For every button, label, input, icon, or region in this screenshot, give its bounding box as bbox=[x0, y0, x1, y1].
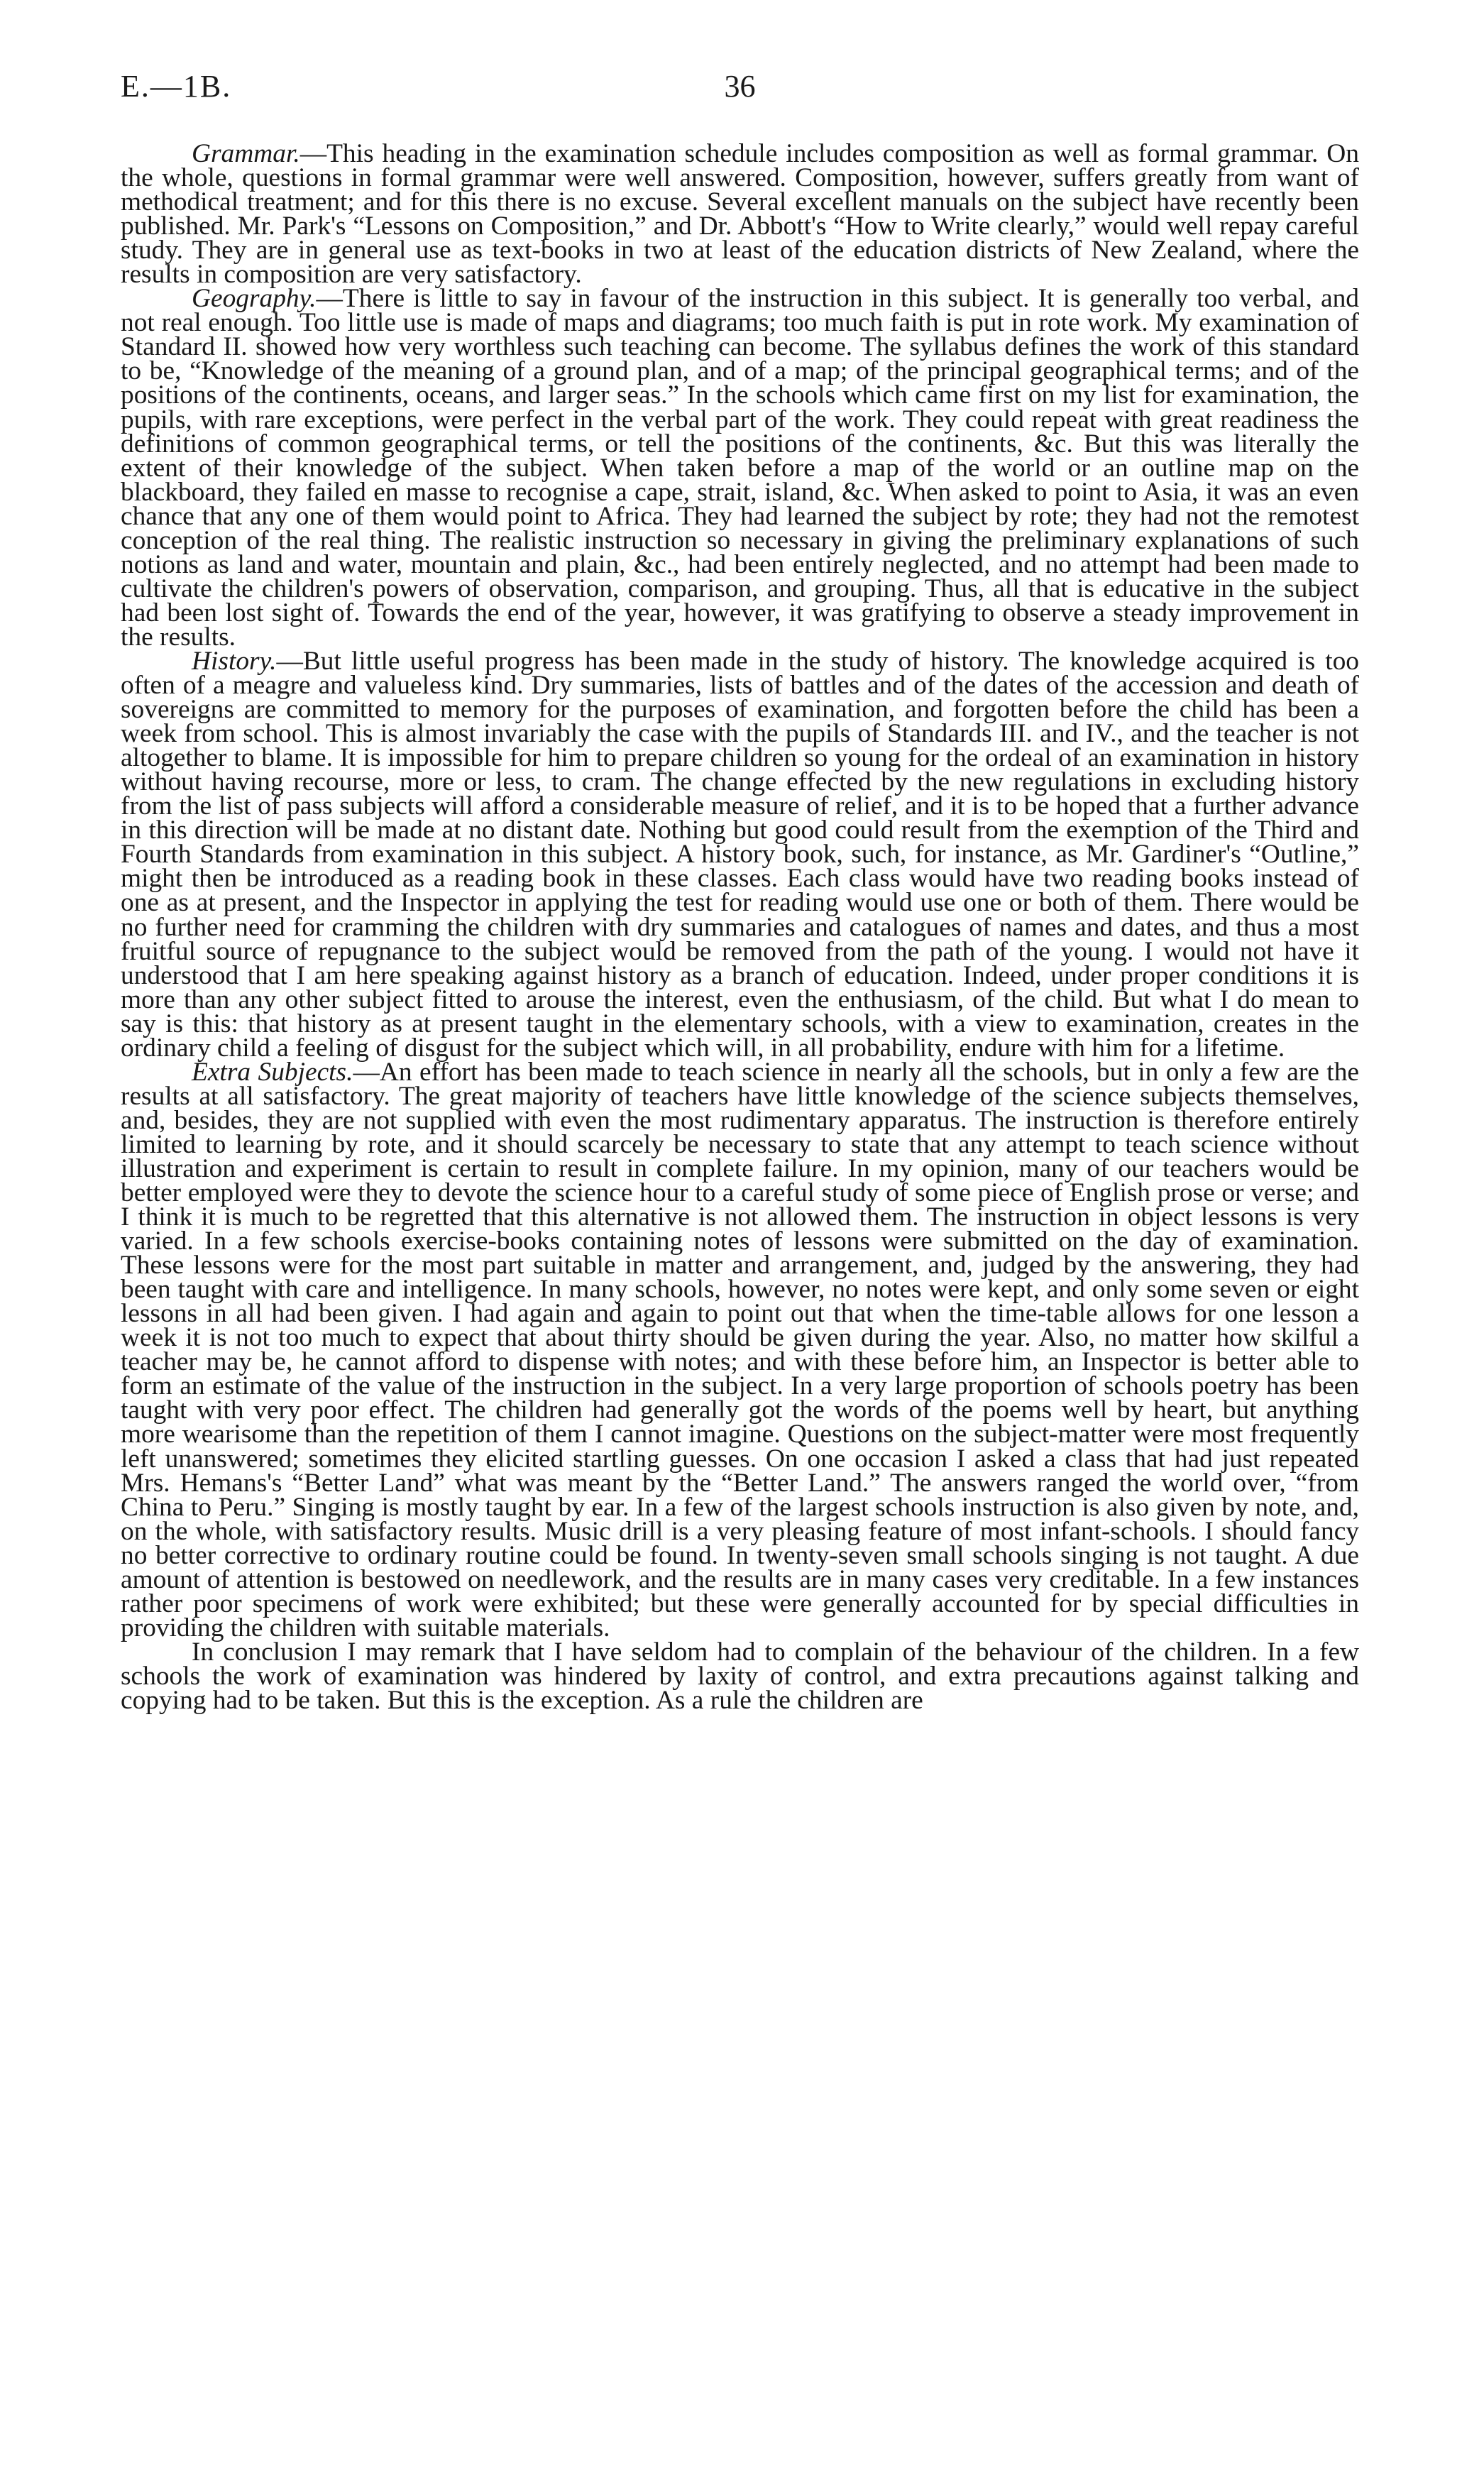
heading-history: History. bbox=[192, 646, 277, 676]
paragraph-geography bbox=[121, 284, 1359, 652]
text-grammar: —This heading in the examination schedule includes composition as well as formal grammar. On the whole, questions in formal grammar were well answered. Composition, however, suffers greatly from want of methodical treatment; and for this there is no excuse. Several excellent manuals on the subject have recently been published. Mr. Park's “Lessons on Composition,” and Dr. Abbott's “How to Write clearly,” would well repay careful study. They are in general use as text-books in two at least of the education districts of New Zealand, where the results in composition are very satisfactory. bbox=[121, 139, 1359, 290]
running-head bbox=[121, 68, 1359, 118]
text-conclusion: In conclusion I may remark that I have seldom had to complain of the behaviour of the children. In a few schools the work of examination was hindered by laxity of control, and extra precautions against talking and copying had to be taken. But this is the exception. As a rule the children are bbox=[121, 1637, 1359, 1715]
document-page bbox=[121, 68, 1359, 1713]
text-history: —But little useful progress has been made in the study of history. The knowledge acquired is too often of a meagre and valueless kind. Dry summaries, lists of battles and of the dates of the accession and death of sovereigns are committed to memory for the purposes of examination, and forgotten before the child has been a week from school. This is almost invariably the case with the pupils of Standards III. and IV., and the teacher is not altogether to blame. It is impossible for him to prepare children so young for the ordeal of an examination in history without having recourse, more or less, to cram. The change effected by the new regulations in excluding history from the list of pass subjects will afford a considerable measure of relief, and it is to be hoped that a further advance in this direction will be made at no distant date. Nothing but good could result from the exemption of the Third and Fourth Standards from examination in this subject. A history book, such, for instance, as Mr. Gardiner's “Outline,” might then be introduced as a reading book in these classes. Each class would have two reading books instead of one as at present, and the Inspector in applying the test for reading would use one or both of them. There would be no further need for cramming the children with dry summaries and catalogues of names and dates, and thus a most fruitful source of repugnance to the subject would be removed from the path of the young. I would not have it understood that I am here speaking against history as a branch of education. Indeed, under proper conditions it is more than any other subject fitted to arouse the interest, even the enthusiasm, of the child. But what I do mean to say is this: that history as at present taught in the elementary schools, with a view to examination, creates in the ordinary child a feeling of disgust for the subject which will, in all probability, endure with him for a lifetime. bbox=[121, 646, 1359, 1063]
paragraph-grammar bbox=[121, 139, 1359, 290]
document-reference: E.—1B. bbox=[121, 69, 232, 104]
paragraph-conclusion bbox=[121, 1637, 1359, 1715]
paragraph-extra-subjects bbox=[121, 1057, 1359, 1642]
text-geography: —There is little to say in favour of the instruction in this subject. It is generally too verbal, and not real enough. Too little use is made of maps and diagrams; too much faith is put in rote work. My examination of Standard II. showed how very worthless such teaching can become. The syllabus defines the work of this standard to be, “Knowledge of the meaning of a ground plan, and of a map; of the principal geographical terms; and of the positions of the continents, oceans, and larger seas.” In the schools which came first on my list for examination, the pupils, with rare exceptions, were perfect in the verbal part of the work. They could repeat with great readiness the definitions of common geographical terms, or tell the positions of the continents, &c. But this was literally the extent of their knowledge of the subject. When taken before a map of the world or an outline map on the blackboard, they failed en masse to recognise a cape, strait, island, &c. When asked to point to Asia, it was an even chance that any one of them would point to Africa. They had learned the subject by rote; they had not the remotest conception of the real thing. The realistic instruction so necessary in giving the preliminary explanations of such notions as land and water, mountain and plain, &c., had been entirely neglected, and no attempt had been made to cultivate the children's powers of observation, comparison, and grouping. Thus, all that is educative in the subject had been lost sight of. Towards the end of the year, however, it was gratifying to observe a steady improvement in the results. bbox=[121, 284, 1359, 652]
heading-grammar: Grammar. bbox=[192, 139, 300, 168]
body-text bbox=[121, 139, 1359, 1715]
text-extra-subjects: —An effort has been made to teach science in nearly all the schools, but in only a few are the results at all satisfactory. The great majority of teachers have little knowledge of the science subjects themselves, and, besides, they are not supplied with even the most rudimentary apparatus. The instruction is therefore entirely limited to learning by rote, and it should scarcely be necessary to state that any attempt to teach science without illustration and experiment is certain to result in complete failure. In my opinion, many of our teachers would be better employed were they to devote the science hour to a careful study of some piece of English prose or verse; and I think it is much to be regretted that this alternative is not allowed them. The instruction in object lessons is very varied. In a few schools exercise-books containing notes of lessons were submitted on the day of examination. These lessons were for the most part suitable in matter and arrangement, and, judged by the answering, they had been taught with care and intelligence. In many schools, however, no notes were kept, and only some seven or eight lessons in all had been given. I had again and again to point out that when the time-table allows for one lesson a week it is not too much to expect that about thirty should be given during the year. Also, no matter how skilful a teacher may be, he cannot afford to dispense with notes; and with these before him, an Inspector is better able to form an estimate of the value of the instruction in the subject. In a very large proportion of schools poetry has been taught with very poor effect. The children had generally got the words of the poems well by heart, but anything more wearisome than the repetition of them I cannot imagine. Questions on the subject-matter were most frequently left unanswered; sometimes they elicited startling guesses. On one occasion I asked a class that had just repeated Mrs. Hemans's “Better Land” what was meant by the “Better Land.” The answers ranged the world over, “from China to Peru.” Singing is mostly taught by ear. In a few of the largest schools instruction is also given by note, and, on the whole, with satisfactory results. Music drill is a very pleasing feature of most infant-schools. I should fancy no better corrective to ordinary routine could be found. In twenty-seven small schools singing is not taught. A due amount of attention is bestowed on needlework, and the results are in many cases very creditable. In a few instances rather poor specimens of work were exhibited; but these were generally accounted for by special difficulties in providing the children with suitable materials. bbox=[121, 1057, 1359, 1642]
heading-extra-subjects: Extra Subjects. bbox=[192, 1057, 353, 1087]
paragraph-history bbox=[121, 646, 1359, 1063]
page-number: 36 bbox=[724, 69, 756, 104]
heading-geography: Geography. bbox=[192, 284, 317, 314]
